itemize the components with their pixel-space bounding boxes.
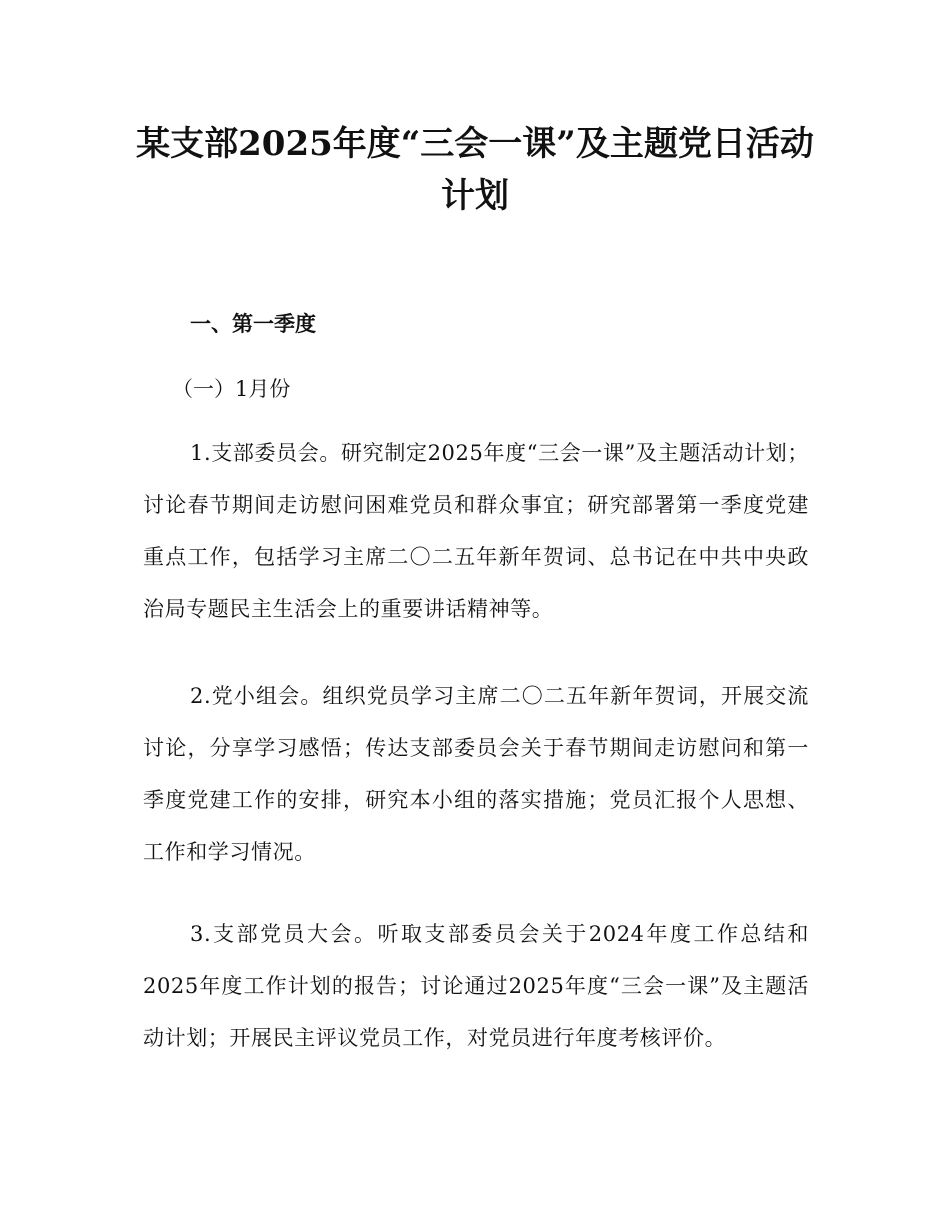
section-heading: 一、第一季度 bbox=[190, 312, 316, 336]
paragraph-item: 1.支部委员会。研究制定2025年度“三会一课”及主题活动计划；讨论春节期间走访慰问困难党员和群众事宜；研究部署第一季度党建重点工作，包括学习主席二〇二五年新年贺词、总书记在中共中央政治局专题民主生活会上的重要讲话精神等。 bbox=[143, 441, 809, 621]
document-title: 某支部2025年度“三会一课”及主题党日活动计划 bbox=[136, 124, 814, 216]
paragraph-item: 2.党小组会。组织党员学习主席二〇二五年新年贺词，开展交流讨论，分享学习感悟；传达支部委员会关于春节期间走访慰问和第一季度党建工作的安排，研究本小组的落实措施；党员汇报个人思想、工作和学习情况。 bbox=[143, 684, 809, 864]
subsection-heading: （一）1月份 bbox=[172, 377, 291, 401]
paragraph-item: 3.支部党员大会。听取支部委员会关于2024年度工作总结和2025年度工作计划的报告；讨论通过2025年度“三会一课”及主题活动计划；开展民主评议党员工作，对党员进行年度考核评价。 bbox=[143, 922, 809, 1050]
